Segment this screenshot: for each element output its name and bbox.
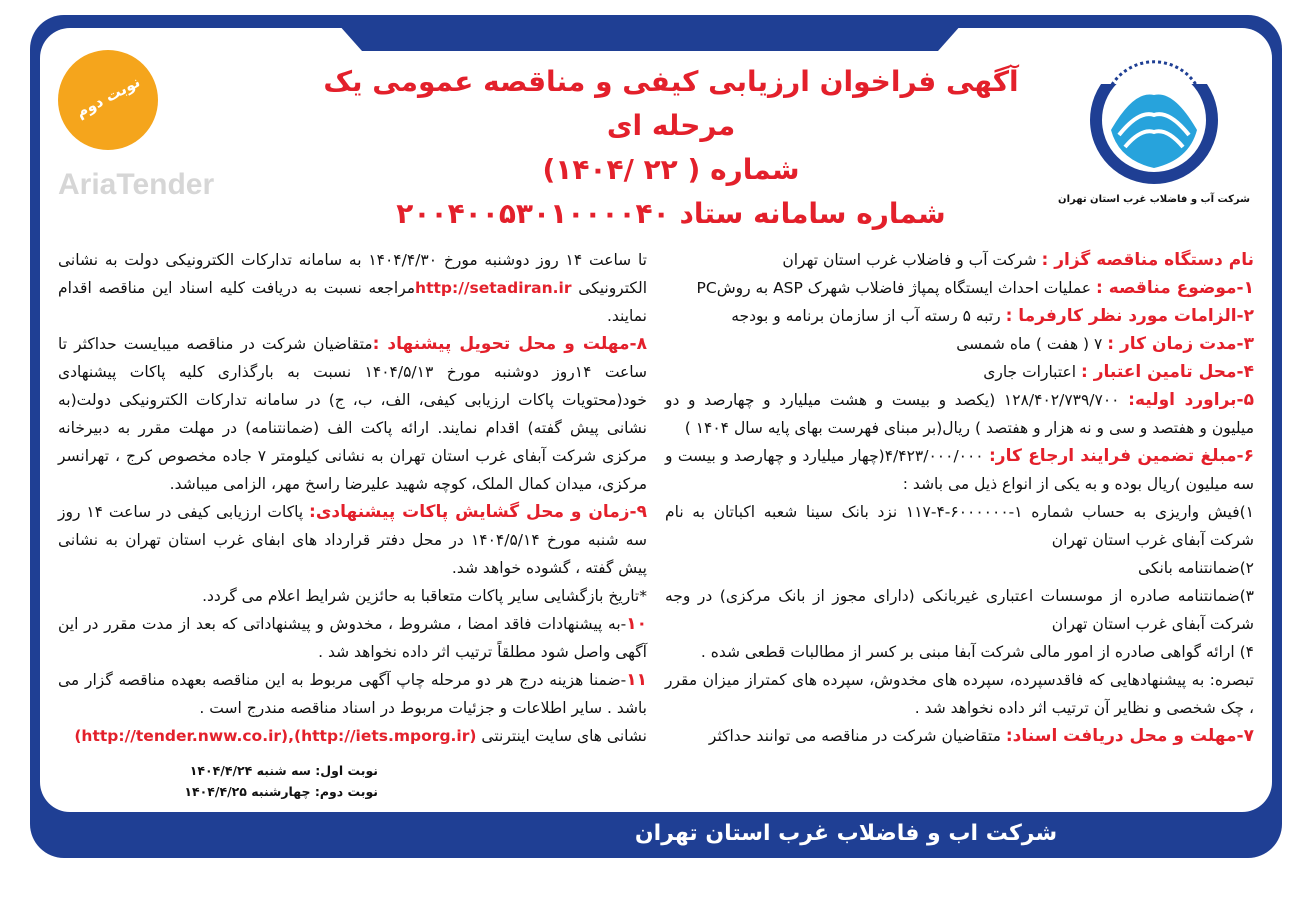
right-item-label: ۶-مبلغ تضمین فرایند ارجاع کار: <box>989 446 1254 466</box>
right-column <box>665 246 1254 750</box>
first-publication: نوبت اول: سه شنبه ۱۴۰۴/۴/۲۴ <box>189 763 378 778</box>
right-item <box>665 302 1254 330</box>
websites-label: نشانی های سایت اینترنتی <box>476 727 647 745</box>
right-item-text: ۳)ضمانتنامه صادره از موسسات اعتباری غیربانکی (دارای مجوز از بانک مرکزی) در وجه شرکت آبفای غرب استان تهران <box>665 587 1254 633</box>
item-10-label: ۱۰ <box>626 614 647 634</box>
item-8-text: متقاضیان شرکت در مناقصه میبایست حداکثر تا ساعت ۱۴روز دوشنبه مورخ ۱۴۰۴/۵/۱۳ نسبت به بارگذاری کلیه پاکات پیشنهادی خود(محتویات پاکات ارزیابی کیفی، الف، ب، ج) در سامانه تدارکات الکترونیکی دولت(به نشانی پیش گفته) اقدام نمایند. ارائه پاکت الف (ضمانتنامه) در مهلت مقرر به دبیرخانه مرکزی شرکت آبفای غرب استان تهران به نشانی کیلومتر ۷ جاده مخصوص کرج ، تهرانسر مرکزی، میدان کمال الملک، کوچه شهید علیرضا راسخ مهر، الزامی میباشد. <box>58 335 648 493</box>
item-9-label: ۹-زمان و محل گشایش پاکات پیشنهادی: <box>309 502 647 522</box>
badge-text: نوبت دوم <box>72 72 144 122</box>
right-item-text: ۷ ( هفت ) ماه شمسی <box>956 335 1108 353</box>
right-item-label: ۵-براورد اولیه: <box>1128 390 1254 410</box>
footer-company: شرکت اب و فاضلاب غرب استان تهران <box>634 821 1058 846</box>
right-item-text: ۴/۴۲۳/۰۰۰/۰۰۰(چهار میلیارد و چهارصد و بیست و سه میلیون )ریال بوده و به یکی از انواع ذیل می باشد : <box>665 447 1254 493</box>
right-item-text: تبصره: به پیشنهادهایی که فاقدسپرده، سپرده های مخدوش، سپرده های کمتراز میزان مقرر ، چک شخصی و نظایر آن ترتیب اثر داده نخواهد شد . <box>665 671 1254 717</box>
item-10 <box>58 610 647 666</box>
right-item <box>665 386 1254 442</box>
right-item <box>665 722 1254 750</box>
notice-title <box>288 50 1054 236</box>
item-11-label: ۱۱ <box>626 670 647 690</box>
notice-header <box>58 50 1254 236</box>
right-item <box>665 554 1254 582</box>
item-11-text: -ضمنا هزینه درج هر دو مرحله چاپ آگهی مربوط به این مناقصه بعهده مناقصه گزار می باشد . سایر اطلاعات و جزئیات مربوط در اسناد مناقصه مندرج است . <box>58 671 647 717</box>
watermark: AriaTender <box>58 168 215 201</box>
second-publication-badge <box>58 50 158 150</box>
right-item <box>665 442 1254 498</box>
logo-block <box>1054 50 1254 205</box>
right-item-text: ۲)ضمانتنامه بانکی <box>1138 559 1254 577</box>
item-8 <box>58 330 647 498</box>
second-publication: نوبت دوم: چهارشنبه ۱۴۰۴/۴/۲۵ <box>184 784 378 799</box>
right-item <box>665 638 1254 666</box>
item-7-continued <box>58 246 647 330</box>
top-decoration <box>330 15 970 51</box>
right-item-text: عملیات احداث ایستگاه پمپاژ فاضلاب شهرک ASP به روشPC <box>696 279 1096 297</box>
item-9 <box>58 498 647 582</box>
right-item-text: ۴) ارائه گواهی صادره از امور مالی شرکت آبفا مبنی بر کسر از مطالبات قطعی شده . <box>700 643 1254 661</box>
footer-band <box>40 812 1272 858</box>
notice-body <box>58 246 1254 750</box>
right-item-label: ۲-الزامات مورد نظر کارفرما : <box>1005 306 1254 326</box>
item-9-note: *تاریخ بازگشایی سایر پاکات متعاقبا به حائزین شرایط اعلام می گردد. <box>202 587 647 605</box>
right-item <box>665 274 1254 302</box>
blue-frame <box>30 15 1282 858</box>
left-column <box>58 246 647 750</box>
right-item-label: نام دستگاه مناقصه گزار : <box>1041 250 1254 270</box>
title-line-2: شماره ( ۲۲ /۱۴۰۴) <box>542 153 800 186</box>
company-logo-icon <box>1089 50 1219 190</box>
title-line-3: شماره سامانه ستاد ۲۰۰۴۰۰۵۳۰۱۰۰۰۰۴۰ <box>396 197 946 230</box>
right-item <box>665 498 1254 554</box>
right-item <box>665 246 1254 274</box>
item-7-text: تا ساعت ۱۴ روز دوشنبه مورخ ۱۴۰۴/۴/۳۰ به سامانه تدارکات الکترونیکی دولت به نشانی الکترونیکی <box>58 251 647 297</box>
title-line-1: آگهی فراخوان ارزیابی کیفی و مناقصه عمومی یک مرحله ای <box>323 65 1019 142</box>
websites <box>58 722 647 750</box>
right-item-text: ۱۲۸/۴۰۲/۷۳۹/۷۰۰ (یکصد و بیست و هشت میلیارد و چهارصد و دو میلیون و هفتصد و سی و نه هزار و هفتصد ) ریال(بر مبنای فهرست بهای پایه سال ۱۴۰۴ ) <box>665 391 1254 437</box>
item-8-label: ۸-مهلت و محل تحویل پیشنهاد : <box>372 334 647 354</box>
notice-panel <box>40 28 1272 812</box>
logo-caption: شرکت آب و فاضلاب غرب استان تهران <box>1058 194 1250 205</box>
right-item <box>665 358 1254 386</box>
header-left <box>58 50 288 202</box>
right-item-label: ۴-محل تامین اعتبار : <box>1081 362 1254 382</box>
right-item <box>665 330 1254 358</box>
right-item-label: ۳-مدت زمان کار : <box>1107 334 1254 354</box>
right-item-label: ۱-موضوع مناقصه : <box>1095 278 1254 298</box>
right-item-label: ۷-مهلت و محل دریافت اسناد: <box>1005 726 1254 746</box>
item-10-text: -به پیشنهادات فاقد امضا ، مشروط ، مخدوش و پیشنهاداتی که بعد از مدت مقرر در این آگهی واصل شود مطلقاً ترتیب اثر داده نخواهد شد . <box>58 615 647 661</box>
right-item-text: متقاضیان شرکت در مناقصه می توانند حداکثر <box>708 727 1006 745</box>
item-9-text: پاکات ارزیابی کیفی در ساعت ۱۴ روز سه شنبه مورخ ۱۴۰۴/۵/۱۴ در محل دفتر قرارداد های ابفای غرب استان تهران به نشانی پیش گفته ، گشوده خواهد شد. <box>58 503 647 577</box>
item-11 <box>58 666 647 722</box>
right-item <box>665 582 1254 638</box>
right-item-text: ۱)فیش واریزی به حساب شماره ۱-۶۰۰۰۰۰۰-۴-۱۱۷ نزد بانک سینا شعبه اکباتان به نام شرکت آبفای غرب استان تهران <box>665 503 1254 549</box>
right-item-text: اعتبارات جاری <box>983 363 1082 381</box>
right-item-text: رتبه ۵ رسته آب از سازمان برنامه و بودجه <box>731 307 1006 325</box>
publication-dates <box>138 760 378 802</box>
setadiran-link[interactable]: http://setadiran.ir <box>415 279 572 297</box>
right-item <box>665 666 1254 722</box>
item-7-text-end: مراجعه نسبت به دریافت کلیه اسناد این مناقصه اقدام نمایند. <box>58 279 647 325</box>
right-item-text: شرکت آب و فاضلاب غرب استان تهران <box>782 251 1042 269</box>
websites-links[interactable]: (http://tender.nww.co.ir),(http://iets.mporg.ir) <box>74 727 477 745</box>
